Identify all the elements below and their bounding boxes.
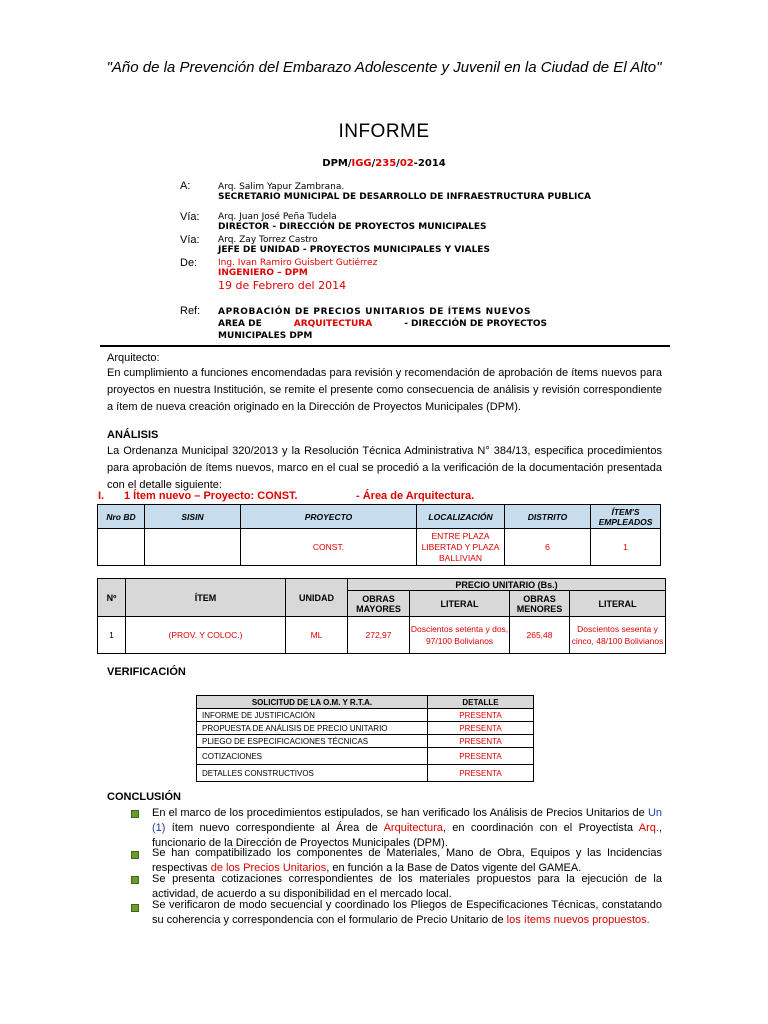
item-line <box>98 490 658 502</box>
via1-label: Vía: <box>180 211 200 223</box>
greeting: Arquitecto: <box>107 352 160 364</box>
a-label: A: <box>180 180 191 192</box>
table-cell: 1 <box>98 617 126 654</box>
table-header: UNIDAD <box>286 579 348 617</box>
a-name <box>218 182 618 202</box>
table-header: DETALLE <box>428 696 534 709</box>
bullet-icon <box>131 810 139 818</box>
de-label: De: <box>180 257 198 269</box>
conclusion-item <box>152 806 662 851</box>
table-cell: DETALLES CONSTRUCTIVOS <box>197 765 428 782</box>
table-row <box>197 735 534 748</box>
code-part: IGG <box>351 158 372 169</box>
text-span: de los Precios Unitarios <box>210 862 327 874</box>
text-span: En el marco de los procedimientos estipulados, se han verificado los Análisis de Precios Unitarios de <box>152 807 645 819</box>
separator-line <box>100 345 670 347</box>
table-cell: CONST. <box>241 529 417 566</box>
report-date: 19 de Febrero del 2014 <box>218 279 347 292</box>
table-cell: PRESENTA <box>428 765 534 782</box>
table-header: SOLICITUD DE LA O.M. Y R.T.A. <box>197 696 428 709</box>
code-part: / <box>371 158 376 169</box>
via1-name: Arq. Juan José Peña Tudela <box>218 212 337 222</box>
code-part: -2014 <box>413 158 446 169</box>
table-cell: Doscientos setenta y dos, 97/100 Bolivianos <box>410 617 510 654</box>
table-header: LITERAL <box>410 591 510 617</box>
table-row <box>197 722 534 735</box>
table-cell: 1 <box>591 529 661 566</box>
table-cell: PRESENTA <box>428 735 534 748</box>
de-name: Ing. Ivan Ramiro Guisbert Gutiérrez <box>218 258 378 268</box>
ref-line2-a: AREA DE <box>218 319 262 329</box>
table-cell: INFORME DE JUSTIFICACIÓN <box>197 709 428 722</box>
table-cell: COTIZACIONES <box>197 748 428 765</box>
table-header: SISIN <box>145 505 241 529</box>
document-code <box>0 158 768 169</box>
text-span: , en coordinación con el Proyectista <box>442 822 639 834</box>
table-cell: ML <box>286 617 348 654</box>
table-cell: PRESENTA <box>428 748 534 765</box>
table-cell: 272,97 <box>348 617 410 654</box>
table-row <box>197 765 534 782</box>
text-span: Se verificaron de modo secuencial y coordinado los Pliegos de Especificaciones Técnicas, constatando su coherencia y correspondencia con el formulario de Precio Unitario de <box>152 899 662 926</box>
table-cell: Doscientos sesenta y cinco, 48/100 Bolivianos <box>570 617 666 654</box>
analisis-heading: ANÁLISIS <box>107 429 159 441</box>
table-cell: 265,48 <box>510 617 570 654</box>
conclusion-heading: CONCLUSIÓN <box>107 791 181 803</box>
ref-label: Ref: <box>180 305 201 317</box>
table-header: OBRAS MENORES <box>510 591 570 617</box>
document-title: INFORME <box>338 121 430 142</box>
table-header: Nro BD <box>98 505 145 529</box>
intro-paragraph: En cumplimiento a funciones encomendadas para revisión y recomendación de aprobación de ítems nuevos para proyectos en nuestra Institución, se remite el presente como consecuencia de análisis y revisión correspondiente a ítem de nueva creación originado en la Dirección de Proyectos Municipales (DPM). <box>107 367 662 413</box>
code-part: / <box>396 158 400 169</box>
ref-block <box>218 306 548 342</box>
table-header: DISTRITO <box>505 505 591 529</box>
conclusion-item <box>152 898 662 928</box>
text-span: , en función a la Base de Datos vigente del GAMEA. <box>326 862 582 874</box>
bullet-icon <box>131 904 139 912</box>
code-part: 02 <box>399 158 414 169</box>
project-table <box>97 504 661 566</box>
table-cell: ENTRE PLAZA LIBERTAD Y PLAZA BALLIVIAN <box>417 529 505 566</box>
ref-line2-c: - DIRECCIÓN DE PROYECTOS <box>404 319 547 329</box>
verificacion-heading: VERIFICACIÓN <box>107 666 186 678</box>
item-project: 1 Ítem nuevo – Proyecto: CONST. <box>124 490 298 502</box>
table-header: LITERAL <box>570 591 666 617</box>
ref-line3: MUNICIPALES DPM <box>218 331 313 341</box>
table-header: OBRAS MAYORES <box>348 591 410 617</box>
via1-role: DIRECTOR - DIRECCIÓN DE PROYECTOS MUNICIPALES <box>218 222 487 232</box>
code-part: 235 <box>375 158 397 169</box>
table-header: PROYECTO <box>241 505 417 529</box>
text-span: Arquitectura <box>383 822 443 834</box>
table-cell <box>98 529 145 566</box>
verification-table <box>196 695 534 782</box>
table-cell <box>145 529 241 566</box>
code-part: DPM/ <box>322 158 352 169</box>
item-number: I. <box>98 490 105 502</box>
table-cell: 6 <box>505 529 591 566</box>
table-header: LOCALIZACIÓN <box>417 505 505 529</box>
text-span: ítem nuevo correspondiente al Área de <box>165 822 384 834</box>
table-cell: (PROV. Y COLOC.) <box>126 617 286 654</box>
via2-block <box>218 235 490 255</box>
via2-label: Vía: <box>180 234 200 246</box>
text-span: Se han compatibilizado los componentes de Materiales, Mano de Obra, Equipos y las Incidencias respectivas <box>152 847 662 874</box>
table-header: Nº <box>98 579 126 617</box>
table-row <box>98 617 666 654</box>
ref-line2 <box>218 318 547 330</box>
de-role: INGENIERO – DPM <box>218 268 308 278</box>
text-span: los ítems nuevos propuestos. <box>506 914 650 926</box>
table-cell: PLIEGO DE ESPECIFICACIONES TÉCNICAS <box>197 735 428 748</box>
via2-name: Arq. Zay Torrez Castro <box>218 235 318 245</box>
bullet-icon <box>131 876 139 884</box>
ref-line1: APROBACIÓN DE PRECIOS UNITARIOS DE ÍTEMS NUEVOS <box>218 307 532 317</box>
table-row <box>197 748 534 765</box>
a-name-text: Arq. Salim Yapur Zambrana. <box>218 182 345 192</box>
text-span: Arq. <box>638 822 659 834</box>
text-span: Un (1) <box>152 807 662 834</box>
table-cell: PRESENTA <box>428 709 534 722</box>
price-table <box>97 578 666 654</box>
item-area: - Área de Arquitectura. <box>356 490 475 502</box>
de-block <box>218 258 377 278</box>
a-role: SECRETARIO MUNICIPAL DE DESARROLLO DE INFRAESTRUCTURA PUBLICA <box>218 192 591 202</box>
conclusion-item: Se presenta cotizaciones correspondientes de los materiales propuestos para la ejecución de la actividad, de acuerdo a su disponibilidad en el mercado local. <box>152 873 662 900</box>
table-header: PRECIO UNITARIO (Bs.) <box>348 579 666 591</box>
analisis-paragraph: La Ordenanza Municipal 320/2013 y la Resolución Técnica Administrativa N° 384/13, especifica procedimientos para aprobación de ítems nuevos, marco en el cual se procedió a la verificación de la documentación presentada con el detalle siguiente: <box>107 445 662 491</box>
via2-role: JEFE DE UNIDAD - PROYECTOS MUNICIPALES Y VIALES <box>218 245 490 255</box>
table-row <box>98 529 661 566</box>
bullet-icon <box>131 851 139 859</box>
ref-line2-b: ARQUITECTURA <box>293 319 373 329</box>
via1-block <box>218 212 486 232</box>
table-row <box>197 709 534 722</box>
table-header: ÍTEM'S EMPLEADOS <box>591 505 661 529</box>
text-span: , funcionario de la Dirección de Proyectos Municipales (DPM). <box>152 822 662 849</box>
motto-header: "Año de la Prevención del Embarazo Adolescente y Juvenil en la Ciudad de El Alto" <box>106 59 662 76</box>
table-cell: PRESENTA <box>428 722 534 735</box>
table-cell: PROPUESTA DE ANÁLISIS DE PRECIO UNITARIO <box>197 722 428 735</box>
table-header: ÍTEM <box>126 579 286 617</box>
